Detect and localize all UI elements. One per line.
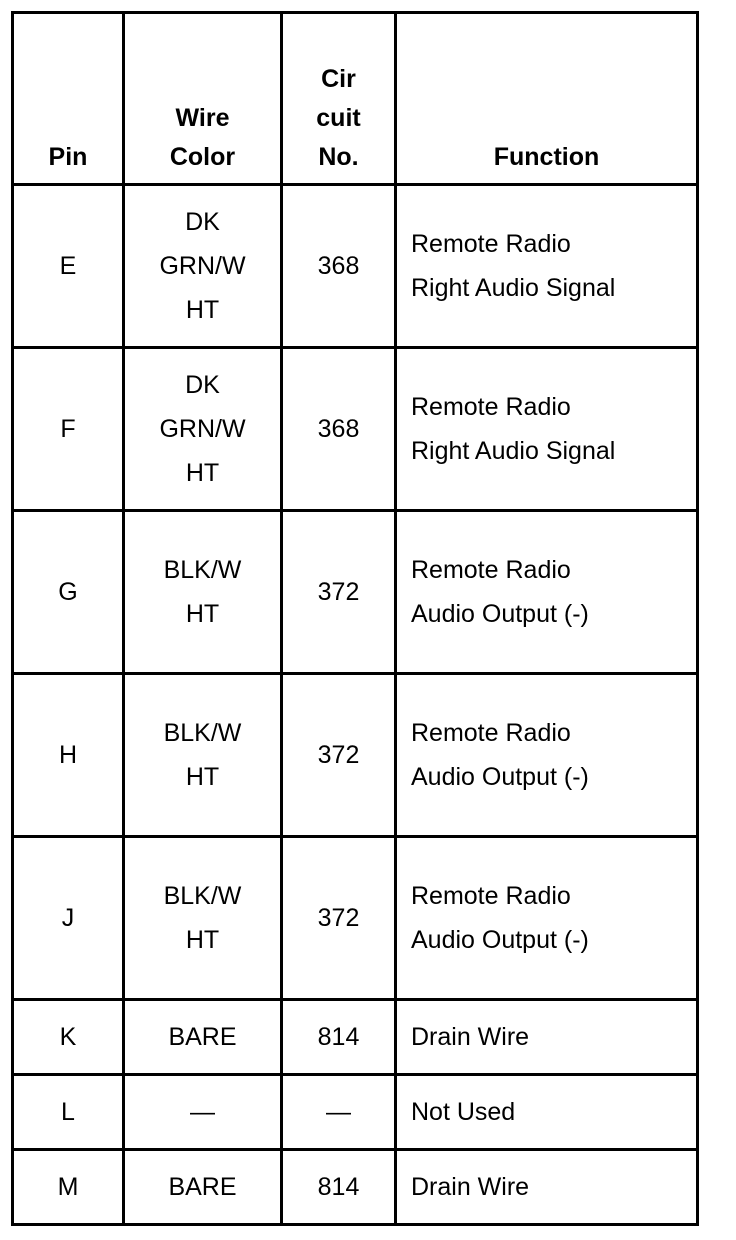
cell-circuit: — [282,1075,396,1150]
cell-circuit: 814 [282,1000,396,1075]
cell-pin: H [13,674,124,837]
header-wire-color: Wire Color [124,13,282,185]
cell-pin: F [13,348,124,511]
table-row [13,837,698,1000]
table-row [13,511,698,674]
cell-function: Remote Radio Audio Output (-) [396,511,698,674]
cell-function: Drain Wire [396,1150,698,1225]
cell-wire-color: DK GRN/W HT [124,348,282,511]
cell-pin: K [13,1000,124,1075]
cell-function: Remote Radio Audio Output (-) [396,837,698,1000]
cell-pin: L [13,1075,124,1150]
cell-wire-color: BARE [124,1000,282,1075]
cell-wire-color: BLK/W HT [124,511,282,674]
table-row [13,1150,698,1225]
cell-function: Remote Radio Audio Output (-) [396,674,698,837]
header-circuit-no: Cir cuit No. [282,13,396,185]
cell-circuit: 372 [282,674,396,837]
pinout-table [11,11,699,1226]
cell-function: Remote Radio Right Audio Signal [396,185,698,348]
header-function: Function [396,13,698,185]
cell-function: Remote Radio Right Audio Signal [396,348,698,511]
cell-circuit: 368 [282,348,396,511]
table-row [13,1075,698,1150]
cell-wire-color: — [124,1075,282,1150]
header-pin: Pin [13,13,124,185]
cell-circuit: 372 [282,511,396,674]
cell-function: Not Used [396,1075,698,1150]
table-row [13,348,698,511]
table-row [13,185,698,348]
table-row [13,674,698,837]
cell-wire-color: BLK/W HT [124,837,282,1000]
cell-wire-color: BARE [124,1150,282,1225]
cell-pin: J [13,837,124,1000]
cell-pin: G [13,511,124,674]
cell-function: Drain Wire [396,1000,698,1075]
cell-wire-color: DK GRN/W HT [124,185,282,348]
cell-pin: M [13,1150,124,1225]
cell-wire-color: BLK/W HT [124,674,282,837]
cell-circuit: 368 [282,185,396,348]
header-row [13,13,698,185]
cell-circuit: 814 [282,1150,396,1225]
cell-circuit: 372 [282,837,396,1000]
table-row [13,1000,698,1075]
cell-pin: E [13,185,124,348]
